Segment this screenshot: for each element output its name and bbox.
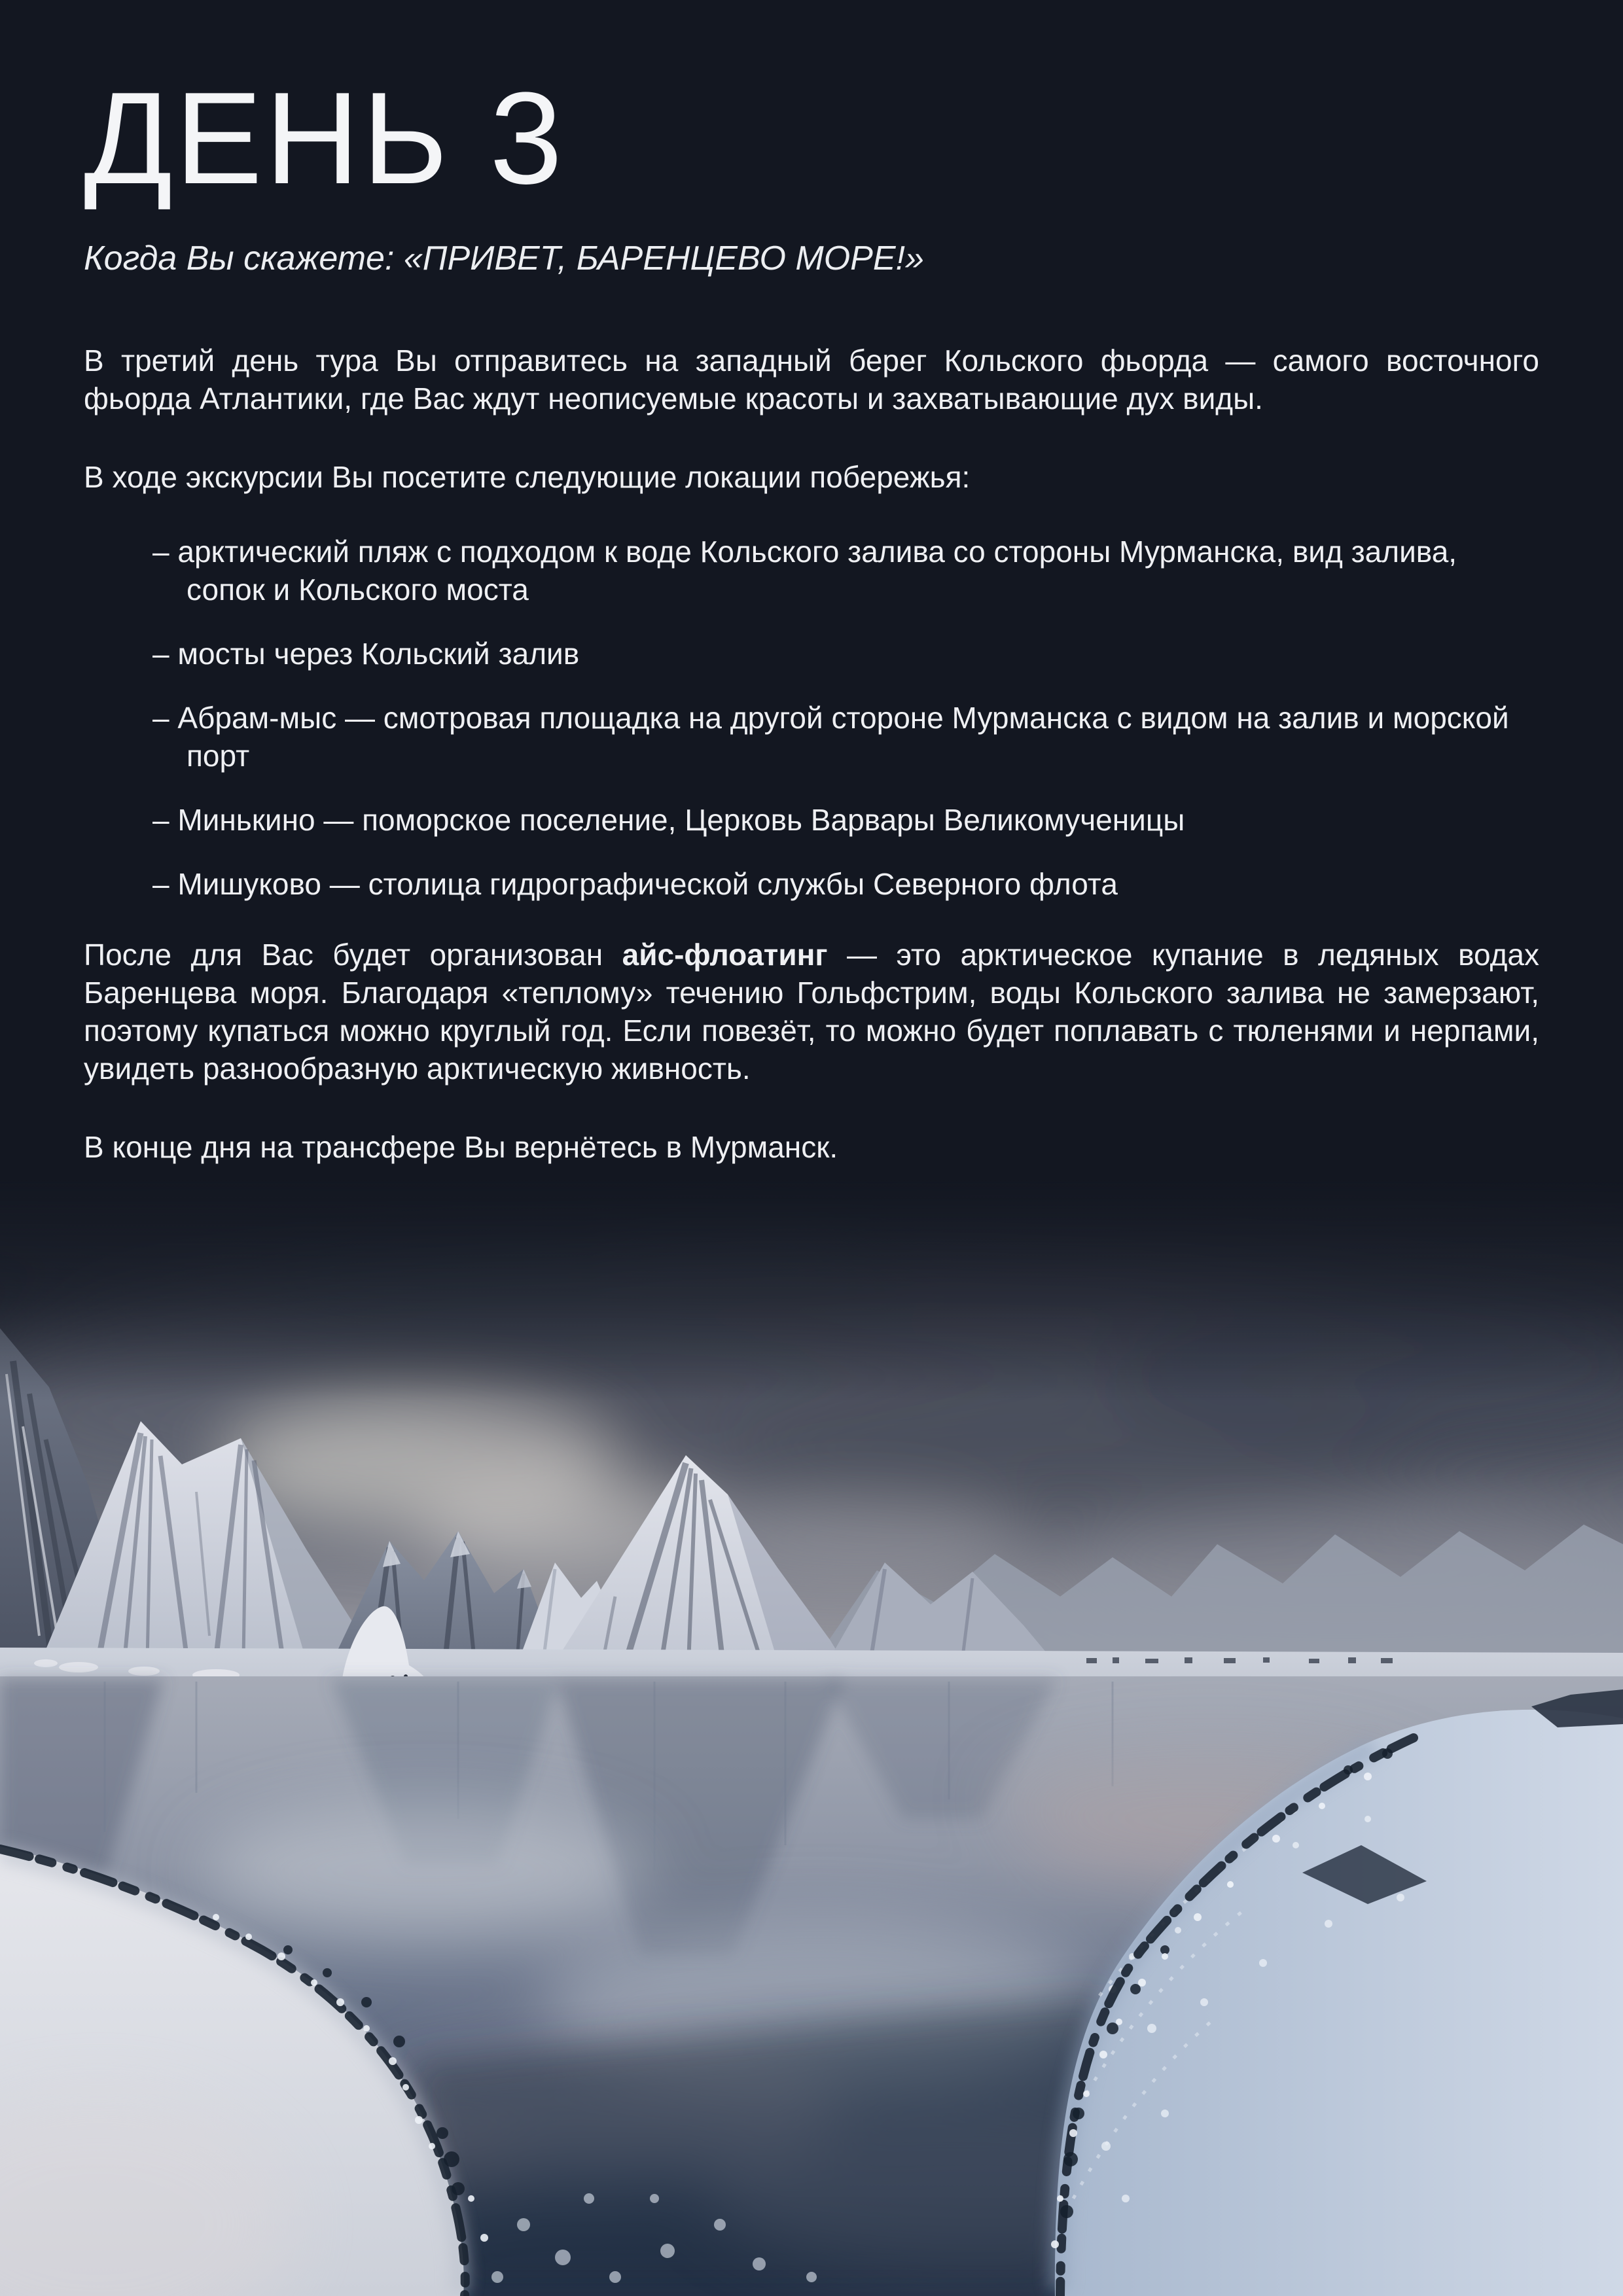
landscape-photo <box>0 1178 1623 2296</box>
location-item: – Минькино — поморское поселение, Церковь Варвары Великомученицы <box>152 803 1185 837</box>
page-content <box>84 0 1539 1166</box>
location-item: – арктический пляж с подходом к воде Кольского залива со стороны Мурманска, вид залива, сопок и Кольского моста <box>152 535 1457 607</box>
ice-floating-paragraph <box>84 936 1539 1087</box>
location-item: – Абрам-мыс — смотровая площадка на другой стороне Мурманска с видом на залив и морской порт <box>152 701 1509 773</box>
location-item: – Мишуково — столица гидрографической службы Северного флота <box>152 867 1118 901</box>
locations-lead: В ходе экскурсии Вы посетите следующие локации побережья: <box>84 460 971 494</box>
page-title: ДЕНЬ 3 <box>84 65 565 211</box>
ice-floating-text: — это арктическое купание в ледяных водах Баренцева моря. Благодаря «теплому» течению Гольфстрим, воды Кольского залива не замерзают, поэтому купаться можно круглый год. Если повезёт, то можно будет поплавать с тюленями и нерпами, увидеть разнообразную арктическую живность. <box>84 938 1539 1086</box>
locations-list <box>84 533 1539 903</box>
outro-paragraph: В конце дня на трансфере Вы вернётесь в Мурманск. <box>84 1130 838 1164</box>
intro-paragraph: В третий день тура Вы отправитесь на западный берег Кольского фьорда — самого восточного фьорда Атлантики, где Вас ждут неописуемые красоты и захватывающие дух виды. <box>84 344 1539 415</box>
page-subtitle: Когда Вы скажете: «ПРИВЕТ, БАРЕНЦЕВО МОРЕ!» <box>84 239 924 277</box>
ice-floating-text: После для Вас будет организован <box>84 938 622 972</box>
location-item: – мосты через Кольский залив <box>152 637 580 671</box>
winter-fjord-illustration <box>0 1178 1623 2296</box>
ice-floating-term: айс-флоатинг <box>622 938 828 972</box>
